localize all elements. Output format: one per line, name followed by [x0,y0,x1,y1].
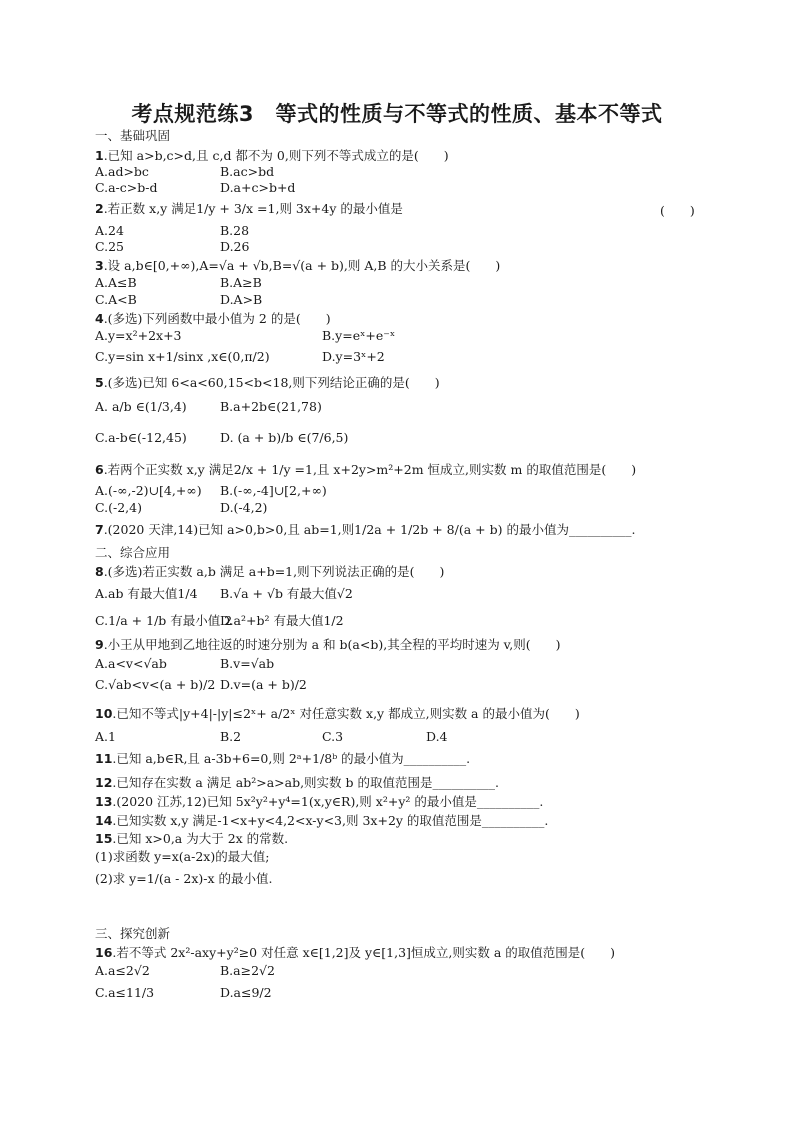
option-d: D.a+c>b+d [220,180,296,195]
question-number: 1 [95,148,104,163]
question-number: 16 [95,945,113,960]
option-a: A.ab 有最大值1/4 [95,586,198,601]
page-title: 考点规范练3 等式的性质与不等式的性质、基本不等式 [131,102,663,126]
option-a: A.24 [95,223,124,238]
question-number: 8 [95,564,104,579]
question-8 [95,564,444,580]
option-b: B.(-∞,-4]∪[2,+∞) [220,483,327,498]
option-c: C.(-2,4) [95,500,142,515]
question-1 [95,148,449,164]
question-13 [95,794,543,810]
question-number: 12 [95,775,113,790]
question-number: 9 [95,637,104,652]
option-b: B.y=eˣ+e⁻ˣ [322,328,396,343]
question-stem: .已知实数 x,y 满足-1<x+y<4,2<x-y<3,则 3x+2y 的取值范围是__________. [112,813,549,828]
question-number: 14 [95,813,113,828]
question-stem: .已知存在实数 a 满足 ab²>a>ab,则实数 b 的取值范围是__________. [112,775,499,790]
question-stem: .已知不等式|y+4|-|y|≤2ˣ+ a/2ˣ 对任意实数 x,y 都成立,则实数 a 的最小值为( ) [112,706,580,721]
option-c: C.3 [322,729,344,744]
question-14 [95,813,548,829]
option-d: D.A>B [220,292,263,307]
question-number: 15 [95,831,113,846]
question-12 [95,775,499,791]
question-11 [95,751,470,767]
option-b: B.A≥B [220,275,262,290]
question-stem: .已知 x>0,a 为大于 2x 的常数. [112,831,289,846]
question-stem: .若不等式 2x²-axy+y²≥0 对任意 x∈[1,2]及 y∈[1,3]恒成立,则实数 a 的取值范围是( ) [112,945,616,960]
option-d: D.a≤9/2 [220,985,272,1000]
question-stem: .已知 a>b,c>d,且 c,d 都不为 0,则下列不等式成立的是( ) [103,148,449,163]
question-number: 11 [95,751,113,766]
answer-paren: ( ) [660,203,695,218]
option-b: B.2 [220,729,242,744]
option-c: C.1/a + 1/b 有最小值 2 [95,613,233,628]
option-c: C.25 [95,239,124,254]
option-a: A.(-∞,-2)∪[4,+∞) [95,483,202,498]
option-d: D.(-4,2) [220,500,268,515]
question-5 [95,375,440,391]
question-number: 3 [95,258,104,273]
option-d: D.4 [426,729,448,744]
question-stem: .若正数 x,y 满足1/y + 3/x =1,则 3x+4y 的最小值是 [103,201,403,216]
question-part-1: (1)求函数 y=x(a-2x)的最大值; [95,849,270,864]
option-c: C.a-c>b-d [95,180,158,195]
question-stem: .(2020 天津,14)已知 a>0,b>0,且 ab=1,则1/2a + 1/2b + 8/(a + b) 的最小值为__________. [103,522,636,537]
option-b: B.a≥2√2 [220,963,275,978]
question-stem: .设 a,b∈[0,+∞),A=√a + √b,B=√(a + b),则 A,B 的大小关系是( ) [103,258,501,273]
question-number: 13 [95,794,113,809]
question-16 [95,945,615,961]
question-stem: .若两个正实数 x,y 满足2/x + 1/y =1,且 x+2y>m²+2m 恒成立,则实数 m 的取值范围是( ) [103,462,637,477]
option-c: C.A<B [95,292,137,307]
question-stem: .(多选)下列函数中最小值为 2 的是( ) [103,311,331,326]
question-part-2: (2)求 y=1/(a - 2x)-x 的最小值. [95,871,273,886]
option-a: A.1 [95,729,116,744]
option-a: A.a<v<√ab [95,656,167,671]
option-d: D.a²+b² 有最大值1/2 [220,613,344,628]
question-stem: .(多选)若正实数 a,b 满足 a+b=1,则下列说法正确的是( ) [103,564,445,579]
question-stem: .(2020 江苏,12)已知 5x²y²+y⁴=1(x,y∈R),则 x²+y² 的最小值是__________. [112,794,544,809]
question-stem: .小王从甲地到乙地往返的时速分别为 a 和 b(a<b),其全程的平均时速为 v,则( ) [103,637,561,652]
question-15 [95,831,288,847]
question-number: 4 [95,311,104,326]
question-number: 6 [95,462,104,477]
option-c: C.a-b∈(-12,45) [95,430,187,445]
question-number: 7 [95,522,104,537]
question-7 [95,522,635,538]
section-heading-comprehensive: 二、综合应用 [95,545,171,560]
question-3 [95,258,500,274]
option-b: B.√a + √b 有最大值√2 [220,586,353,601]
section-heading-exploration: 三、探究创新 [95,926,171,941]
option-b: B.28 [220,223,250,238]
question-number: 5 [95,375,104,390]
question-number: 10 [95,706,113,721]
option-a: A.ad>bc [95,164,149,179]
option-a: A.a≤2√2 [95,963,150,978]
question-9 [95,637,561,653]
section-heading-basic: 一、基础巩固 [95,128,171,143]
option-d: D.v=(a + b)/2 [220,677,307,692]
option-d: D. (a + b)/b ∈(7/6,5) [220,430,349,445]
option-b: B.a+2b∈(21,78) [220,399,322,414]
question-stem: .已知 a,b∈R,且 a-3b+6=0,则 2ᵃ+1/8ᵇ 的最小值为__________. [112,751,471,766]
option-c: C.a≤11/3 [95,985,155,1000]
option-a: A. a/b ∈(1/3,4) [95,399,187,414]
option-b: B.v=√ab [220,656,275,671]
option-a: A.y=x²+2x+3 [95,328,182,343]
question-6 [95,462,636,478]
option-c: C.√ab<v<(a + b)/2 [95,677,216,692]
option-c: C.y=sin x+1/sinx ,x∈(0,π/2) [95,349,270,364]
question-number: 2 [95,201,104,216]
option-d: D.26 [220,239,250,254]
option-d: D.y=3ˣ+2 [322,349,385,364]
question-4 [95,311,331,327]
question-stem: .(多选)已知 6<a<60,15<b<18,则下列结论正确的是( ) [103,375,440,390]
option-b: B.ac>bd [220,164,275,179]
question-2 [95,201,403,217]
question-10 [95,706,580,722]
option-a: A.A≤B [95,275,137,290]
